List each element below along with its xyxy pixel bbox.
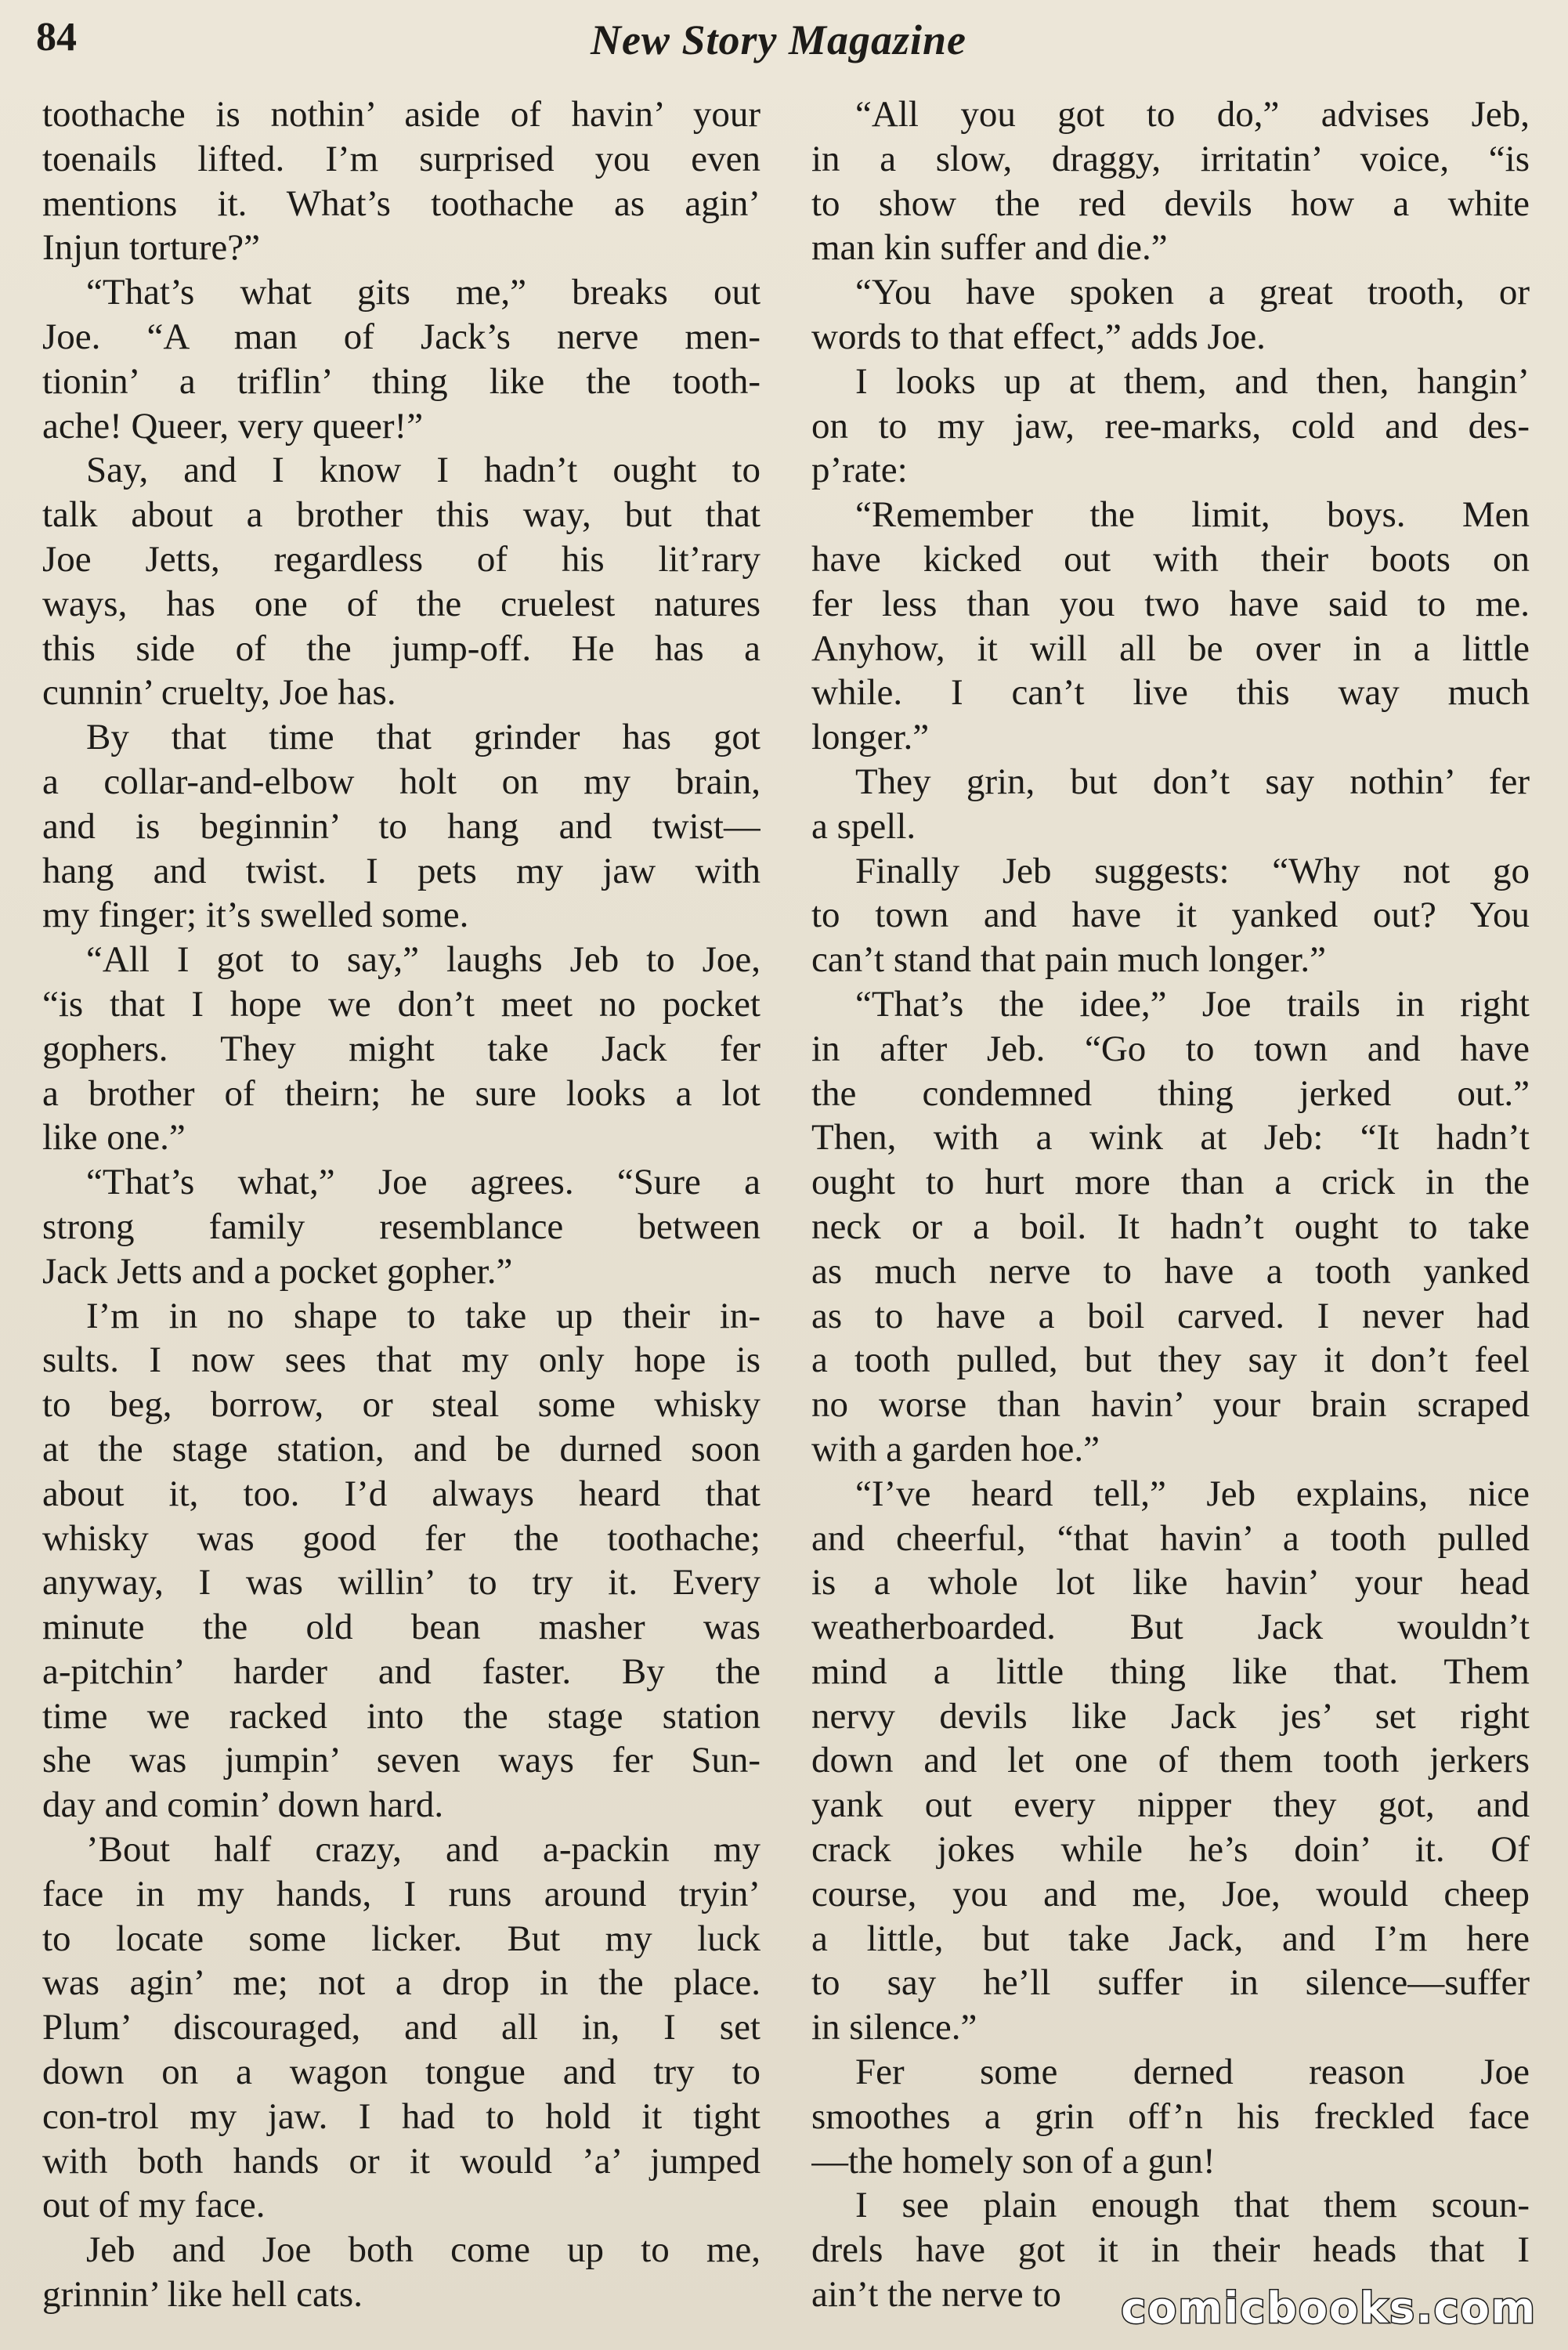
text-line: to show the red devils how a white xyxy=(811,183,1530,224)
text-line: down and let one of them tooth jerkers xyxy=(811,1740,1530,1781)
text-line: yank out every nipper they got, and xyxy=(811,1784,1530,1826)
text-line: mentions it. What’s toothache as agin’ xyxy=(42,183,761,224)
text-line: a collar-and-elbow holt on my brain, xyxy=(42,761,761,802)
text-line: Anyhow, it will all be over in a little xyxy=(811,627,1530,669)
text-line: anyway, I was willin’ to try it. Every xyxy=(42,1562,761,1603)
text-line: grinnin’ like hell cats. xyxy=(42,2274,363,2316)
text-line: Plum’ discouraged, and all in, I set xyxy=(42,2007,761,2048)
text-line: ’Bout half crazy, and a-packin my xyxy=(86,1829,761,1871)
text-line: toothache is nothin’ aside of havin’ your xyxy=(42,94,761,135)
text-line: weatherboarded. But Jack wouldn’t xyxy=(811,1607,1530,1648)
text-line: “All you got to do,” advises Jeb, xyxy=(855,94,1530,135)
text-line: hang and twist. I pets my jaw with xyxy=(42,850,761,891)
text-column-right xyxy=(811,92,1530,2317)
text-line: to say he’ll suffer in silence—suffer xyxy=(811,1962,1530,2004)
text-line: Jack Jetts and a pocket gopher.” xyxy=(42,1250,513,1292)
text-line: Joe Jetts, regardless of his lit’rary xyxy=(42,538,761,580)
text-line: talk about a brother this way, but that xyxy=(42,494,761,536)
text-line: “That’s the idee,” Joe trails in right xyxy=(855,983,1530,1025)
text-line: was agin’ me; not a drop in the place. xyxy=(42,1962,761,2004)
text-line: to town and have it yanked out? You xyxy=(811,895,1530,936)
text-line: man kin suffer and die.” xyxy=(811,227,1168,269)
text-line: Say, and I know I hadn’t ought to xyxy=(86,450,761,491)
text-line: while. I can’t live this way much xyxy=(811,672,1530,714)
text-line: crack jokes while he’s doin’ it. Of xyxy=(811,1829,1530,1871)
text-line: strong family resemblance between xyxy=(42,1206,761,1247)
text-line: ain’t the nerve to xyxy=(811,2274,1061,2316)
text-column-left xyxy=(42,92,761,2317)
text-line: Fer some derned reason Joe xyxy=(855,2052,1530,2093)
text-line: course, you and me, Joe, would cheep xyxy=(811,1873,1530,1914)
text-line: face in my hands, I runs around tryin’ xyxy=(42,1873,761,1914)
text-line: tionin’ a triflin’ thing like the tooth- xyxy=(42,360,761,402)
text-line: a-pitchin’ harder and faster. By the xyxy=(42,1650,761,1692)
text-line: this side of the jump-off. He has a xyxy=(42,627,761,669)
text-line: she was jumpin’ seven ways fer Sun- xyxy=(42,1740,761,1781)
text-line: have kicked out with their boots on xyxy=(811,538,1530,580)
text-line: can’t stand that pain much longer.” xyxy=(811,939,1326,981)
text-line: on to my jaw, ree-marks, cold and des- xyxy=(811,405,1530,446)
text-line: down on a wagon tongue and try to xyxy=(42,2052,761,2093)
text-line: con-trol my jaw. I had to hold it tight xyxy=(42,2095,761,2137)
text-line: minute the old bean masher was xyxy=(42,1607,761,1648)
text-line: and cheerful, “that havin’ a tooth pulled xyxy=(811,1517,1530,1559)
text-line: the condemned thing jerked out.” xyxy=(811,1072,1530,1114)
text-line: to locate some licker. But my luck xyxy=(42,1918,761,1959)
text-line: a brother of theirn; he sure looks a lot xyxy=(42,1072,761,1114)
text-line: Then, with a wink at Jeb: “It hadn’t xyxy=(811,1117,1530,1159)
text-line: nervy devils like Jack jes’ set right xyxy=(811,1695,1530,1737)
text-line: like one.” xyxy=(42,1117,186,1159)
text-line: my finger; it’s swelled some. xyxy=(42,895,469,936)
text-line: “You have spoken a great trooth, or xyxy=(855,272,1530,313)
text-line: in silence.” xyxy=(811,2007,977,2048)
text-line: and is beginnin’ to hang and twist— xyxy=(42,805,761,847)
text-line: a spell. xyxy=(811,805,916,847)
text-line: no worse than havin’ your brain scraped xyxy=(811,1384,1530,1426)
text-line: with both hands or it would ’a’ jumped xyxy=(42,2140,761,2182)
text-line: to beg, borrow, or steal some whisky xyxy=(42,1384,761,1426)
text-line: “That’s what,” Joe agrees. “Sure a xyxy=(86,1162,761,1203)
text-line: Joe. “A man of Jack’s nerve men- xyxy=(42,316,761,357)
text-line: day and comin’ down hard. xyxy=(42,1784,444,1826)
text-line: time we racked into the stage station xyxy=(42,1695,761,1737)
text-line: gophers. They might take Jack fer xyxy=(42,1028,761,1069)
text-line: “All I got to say,” laughs Jeb to Joe, xyxy=(86,939,761,981)
text-line: I looks up at them, and then, hangin’ xyxy=(855,360,1530,402)
text-line: smoothes a grin off’n his freckled face xyxy=(811,2095,1530,2137)
magazine-title: New Story Magazine xyxy=(590,16,967,63)
text-line: as much nerve to have a tooth yanked xyxy=(811,1250,1530,1292)
text-line: fer less than you two have said to me. xyxy=(811,583,1530,624)
page-number: 84 xyxy=(36,15,77,60)
text-line: is a whole lot like havin’ your head xyxy=(811,1562,1530,1603)
text-line: at the stage station, and be durned soon xyxy=(42,1428,761,1470)
text-line: as to have a boil carved. I never had xyxy=(811,1295,1530,1336)
text-line: whisky was good fer the toothache; xyxy=(42,1517,761,1559)
text-line: a tooth pulled, but they say it don’t feel xyxy=(811,1340,1530,1381)
text-line: ache! Queer, very queer!” xyxy=(42,405,424,446)
text-line: “I’ve heard tell,” Jeb explains, nice xyxy=(855,1473,1530,1514)
text-line: mind a little thing like that. Them xyxy=(811,1650,1530,1692)
text-line: out of my face. xyxy=(42,2185,266,2226)
text-line: p’rate: xyxy=(811,450,908,491)
text-line: I’m in no shape to take up their in- xyxy=(86,1295,761,1336)
text-line: toenails lifted. I’m surprised you even xyxy=(42,138,761,179)
text-line: sults. I now sees that my only hope is xyxy=(42,1340,761,1381)
text-line: Finally Jeb suggests: “Why not go xyxy=(855,850,1530,891)
text-line: cunnin’ cruelty, Joe has. xyxy=(42,672,396,714)
text-line: a little, but take Jack, and I’m here xyxy=(811,1918,1530,1959)
text-line: words to that effect,” adds Joe. xyxy=(811,316,1266,357)
text-line: neck or a boil. It hadn’t ought to take xyxy=(811,1206,1530,1247)
page-header xyxy=(36,14,1521,77)
text-line: about it, too. I’d always heard that xyxy=(42,1473,761,1514)
text-line: “is that I hope we don’t meet no pocket xyxy=(42,983,761,1025)
text-line: ways, has one of the cruelest natures xyxy=(42,583,761,624)
text-line: They grin, but don’t say nothin’ fer xyxy=(855,761,1530,802)
text-line: “That’s what gits me,” breaks out xyxy=(86,272,761,313)
text-line: in a slow, draggy, irritatin’ voice, “is xyxy=(811,138,1530,179)
text-line: “Remember the limit, boys. Men xyxy=(855,494,1530,536)
text-line: ought to hurt more than a crick in the xyxy=(811,1162,1530,1203)
text-line: Injun torture?” xyxy=(42,227,260,269)
text-line: Jeb and Joe both come up to me, xyxy=(86,2229,761,2271)
text-line: drels have got it in their heads that I xyxy=(811,2229,1530,2271)
text-line: longer.” xyxy=(811,717,930,758)
text-line: I see plain enough that them scoun- xyxy=(855,2185,1530,2226)
text-line: —the homely son of a gun! xyxy=(811,2140,1216,2182)
text-line: in after Jeb. “Go to town and have xyxy=(811,1028,1530,1069)
text-line: By that time that grinder has got xyxy=(86,717,761,758)
text-line: with a garden hoe.” xyxy=(811,1428,1100,1470)
watermark: comicbooks.com xyxy=(1121,2283,1537,2333)
